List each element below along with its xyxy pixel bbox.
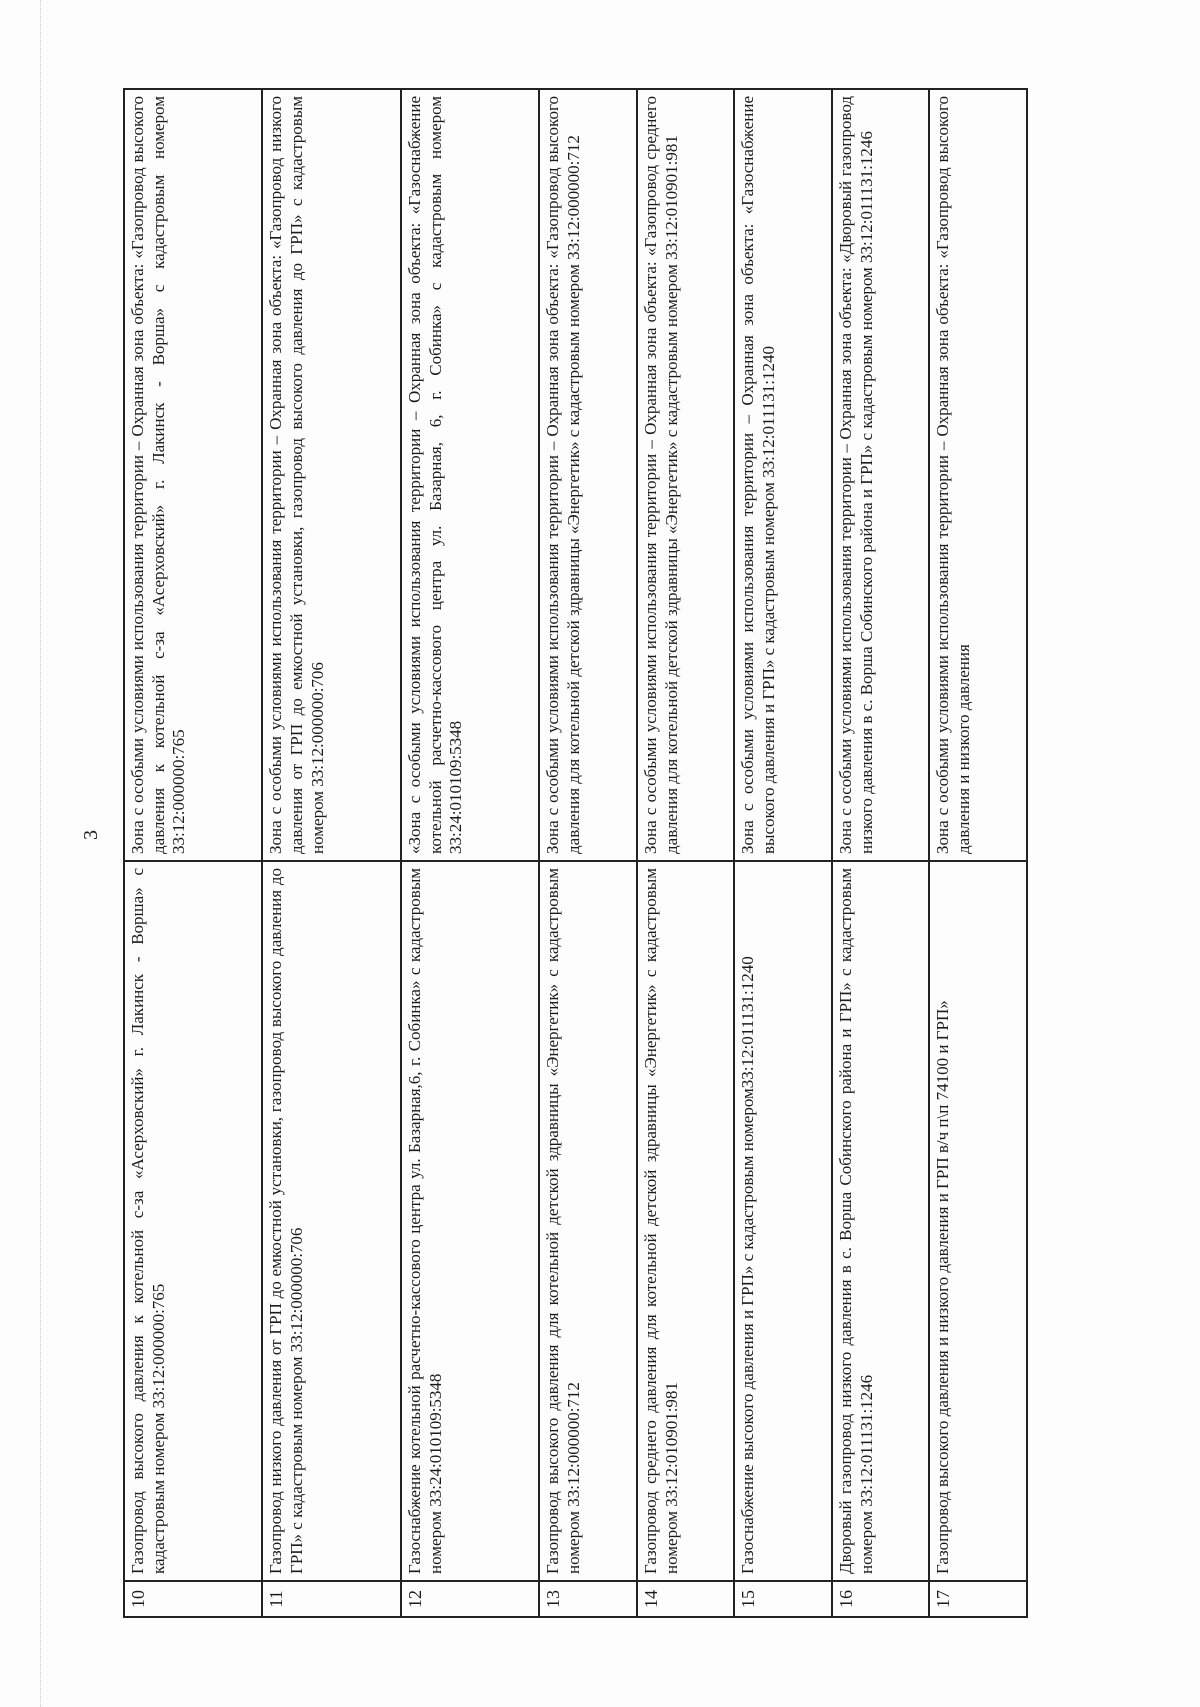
table-row [262, 89, 400, 1617]
table-row [734, 89, 832, 1617]
object-cell: Газопровод среднего давления для котельной детской здравницы «Энергетик» с кадастровым номером 33:12:010901:981 [637, 861, 735, 1581]
zone-cell: Зона с особыми условиями использования территории – Охранная зона объекта: «Газопровод низкого давления от ГРП до емкостной установки, газопровод высокого давления до ГРП» с кадастровым номером 33:12:000000:706 [262, 89, 400, 861]
table-row [637, 89, 735, 1617]
zones-table [123, 88, 1028, 1618]
row-number: 12 [401, 1581, 539, 1617]
row-number: 16 [832, 1581, 930, 1617]
table-row [124, 89, 262, 1617]
row-number: 15 [734, 1581, 832, 1617]
zone-cell: Зона с особыми условиями использования территории – Охранная зона объекта: «Дворовый газопровод низкого давления в с. Ворша Собинского района и ГРП» с кадастровым номером 33:12:011131:1246 [832, 89, 930, 861]
object-cell: Дворовый газопровод низкого давления в с. Ворша Собинского района и ГРП» с кадастровым номером 33:12:011131:1246 [832, 861, 930, 1581]
object-cell: Газоснабжение высокого давления и ГРП» с кадастровым номером33:12:011131:1240 [734, 861, 832, 1581]
table-row [539, 89, 637, 1617]
table-row [929, 89, 1027, 1617]
object-cell: Газопровод высокого давления к котельной с-за «Асерховский» г. Лакинск - Ворша» с кадастровым номером 33:12:000000:765 [124, 861, 262, 1581]
row-number: 17 [929, 1581, 1027, 1617]
zone-cell: Зона с особыми условиями использования территории – Охранная зона объекта: «Газопровод высокого давления и низкого давления [929, 89, 1027, 861]
table-row [401, 89, 539, 1617]
zone-cell: Зона с особыми условиями использования территории – Охранная зона объекта: «Газопровод высокого давления для котельной детской здравницы «Энергетик» с кадастровым номером 33:12:000000:712 [539, 89, 637, 861]
row-number: 13 [539, 1581, 637, 1617]
rotated-table-wrapper [123, 90, 1028, 1618]
object-cell: Газопровод высокого давления для котельной детской здравницы «Энергетик» с кадастровым номером 33:12:000000:712 [539, 861, 637, 1581]
object-cell: Газопровод низкого давления от ГРП до емкостной установки, газопровод высокого давления до ГРП» с кадастровым номером 33:12:000000:706 [262, 861, 400, 1581]
row-number: 11 [262, 1581, 400, 1617]
margin-line [40, 0, 41, 1707]
zone-cell: Зона с особыми условиями использования территории – Охранная зона объекта: «Газопровод среднего давления для котельной детской здравницы «Энергетик» с кадастровым номером 33:12:010901:981 [637, 89, 735, 861]
zone-cell: «Зона с особыми условиями использования территории – Охранная зона объекта: «Газоснабжение котельной расчетно-кассового центра ул. Базарная, 6, г. Собинка» с кадастровым номером 33:24:010109:5348 [401, 89, 539, 861]
table-row [832, 89, 930, 1617]
object-cell: Газоснабжение котельной расчетно-кассового центра ул. Базарная,6, г. Собинка» с кадастровым номером 33:24:010109:5348 [401, 861, 539, 1581]
row-number: 14 [637, 1581, 735, 1617]
row-number: 10 [124, 1581, 262, 1617]
zone-cell: Зона с особыми условиями использования территории – Охранная зона объекта: «Газопровод высокого давления к котельной с-за «Асерховский» г. Лакинск - Ворша» с кадастровым номером 33:12:000000:765 [124, 89, 262, 861]
page-number: 3 [80, 830, 102, 840]
object-cell: Газопровод высокого давления и низкого давления и ГРП в/ч п\п 74100 и ГРП» [929, 861, 1027, 1581]
zone-cell: Зона с особыми условиями использования территории – Охранная зона объекта: «Газоснабжение высокого давления и ГРП» с кадастровым номером 33:12:011131:1240 [734, 89, 832, 861]
